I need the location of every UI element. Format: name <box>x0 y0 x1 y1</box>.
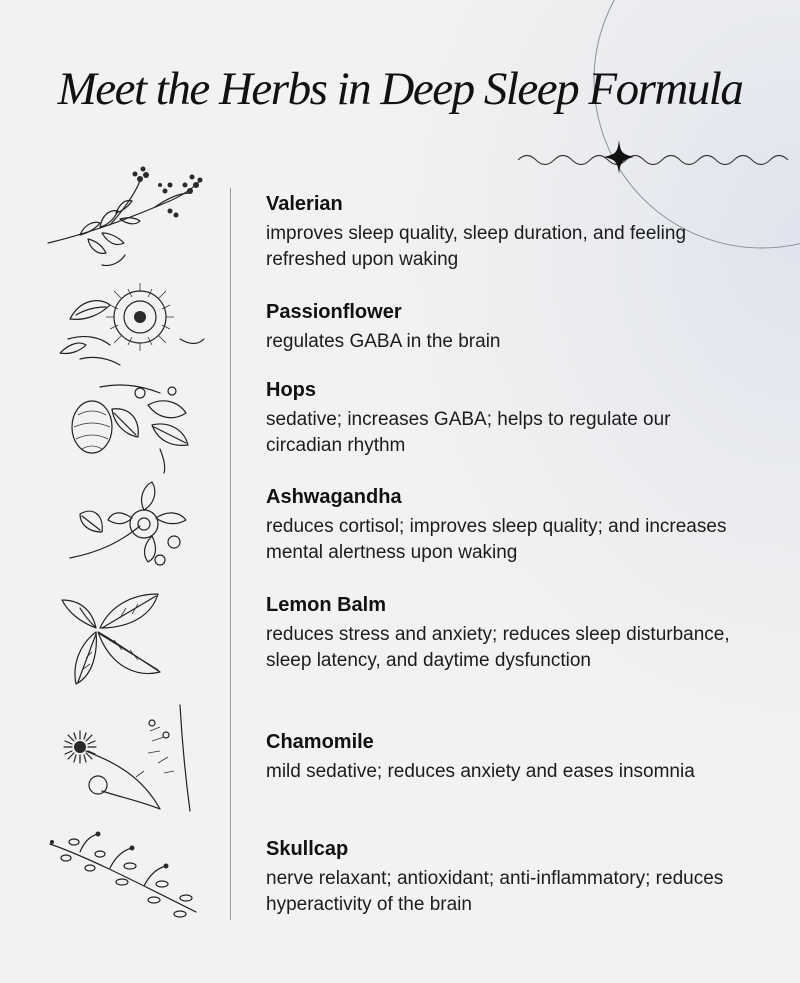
herb-name: Hops <box>266 379 316 401</box>
passionflower-illustration <box>40 279 210 369</box>
herb-description: reduces stress and anxiety; reduces sleep disturbance, sleep latency, and daytime dysfunction <box>266 624 730 671</box>
herb-description: sedative; increases GABA; helps to regulate our circadian rhythm <box>266 409 671 456</box>
skullcap-illustration <box>40 828 210 923</box>
lemon-balm-illustration <box>40 588 210 688</box>
page-title: Meet the Herbs in Deep Sleep Formula <box>57 63 743 115</box>
herb-description: mild sedative; reduces anxiety and eases insomnia <box>266 761 695 782</box>
herb-name: Skullcap <box>266 838 349 860</box>
herb-description: regulates GABA in the brain <box>266 331 501 352</box>
valerian-illustration <box>40 163 210 273</box>
herb-description: nerve relaxant; antioxidant; anti-inflammatory; reduces hyperactivity of the brain <box>266 868 724 915</box>
chamomile-illustration <box>40 701 210 821</box>
herb-name: Valerian <box>266 193 343 215</box>
ashwagandha-illustration <box>40 476 210 576</box>
vertical-divider <box>230 188 231 920</box>
herb-name: Passionflower <box>266 301 402 323</box>
herb-description: reduces cortisol; improves sleep quality; and increases mental alertness upon waking <box>266 516 727 563</box>
herb-name: Chamomile <box>266 731 374 753</box>
herb-description: improves sleep quality, sleep duration, and feeling refreshed upon waking <box>266 223 687 270</box>
hops-illustration <box>40 379 210 474</box>
decorative-circle <box>594 0 800 248</box>
sparkle-icon <box>604 140 634 174</box>
herb-name: Lemon Balm <box>266 594 387 616</box>
decorative-wave <box>518 156 788 165</box>
herb-name: Ashwagandha <box>266 486 402 508</box>
